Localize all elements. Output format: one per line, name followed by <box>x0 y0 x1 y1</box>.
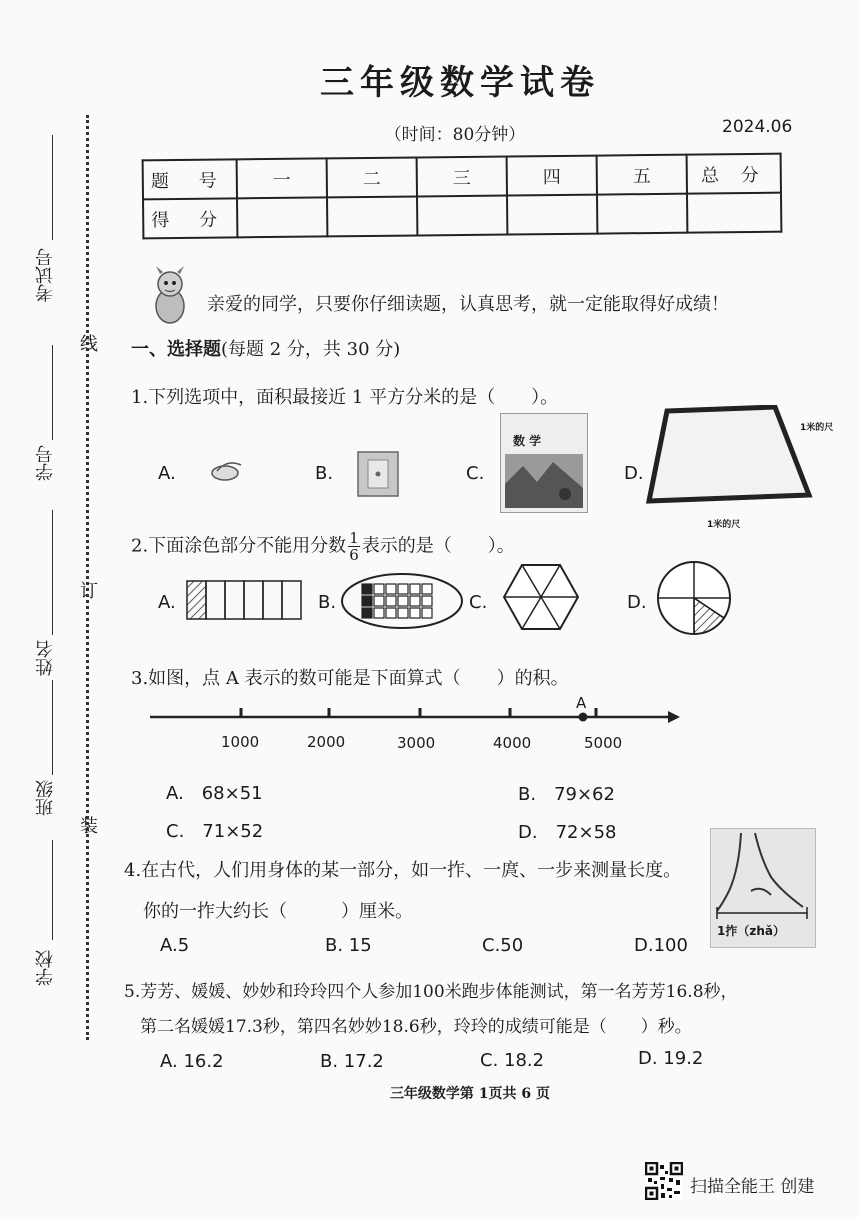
school-label: 学校 <box>35 950 56 986</box>
exam-number-field[interactable] <box>52 135 53 240</box>
q2-option-d[interactable]: D. <box>627 592 647 613</box>
ruler-label-bottom: 1米的尺 <box>707 520 741 530</box>
q1-option-c[interactable]: C. <box>466 463 485 484</box>
score-table <box>142 153 783 240</box>
q2-option-c[interactable]: C. <box>469 592 488 613</box>
strip-figure-icon <box>186 580 302 620</box>
point-a-marker <box>579 713 588 722</box>
coin-image-icon <box>205 455 247 485</box>
dragon-mascot-icon <box>148 266 192 326</box>
q4-option-c[interactable]: C.50 <box>482 935 524 956</box>
time-note: （时间：80分钟） <box>384 125 526 145</box>
q5-option-b[interactable]: B. 17.2 <box>320 1051 384 1072</box>
circle-figure-icon <box>656 560 732 636</box>
q5-option-a[interactable]: A. 16.2 <box>160 1051 224 1072</box>
textbook-cover-picture-icon <box>505 454 583 508</box>
tick-label: 5000 <box>584 734 623 752</box>
score-input-cell[interactable] <box>327 196 417 236</box>
school-field[interactable] <box>52 840 53 940</box>
q3-option-d[interactable]: D. 72×58 <box>518 822 617 843</box>
q4-option-d[interactable]: D.100 <box>634 935 688 956</box>
q5-option-d[interactable]: D. 19.2 <box>638 1048 704 1069</box>
question-2-text: 2.下面涂色部分不能用分数 $\frac{1}{6}$ 表示的是（ ）。 <box>131 529 515 564</box>
question-1-text: 1.下列选项中，面积最接近 1 平方分米的是（ ）。 <box>131 387 559 408</box>
fraction: $\frac{1}{6}$ <box>349 529 359 564</box>
name-field[interactable] <box>52 510 53 635</box>
q3-option-a[interactable]: A. 68×51 <box>166 783 263 804</box>
binding-word: 订 <box>80 581 98 602</box>
scanner-watermark: 扫描全能王 创建 <box>690 1177 815 1197</box>
score-cell: 得 分 <box>143 198 237 238</box>
question-5-line-2: 第二名媛媛17.3秒，第四名妙妙18.6秒，玲玲的成绩可能是（ ）秒。 <box>140 1017 692 1037</box>
square-meter-frame-image-icon <box>645 405 815 505</box>
name-label: 姓名 <box>35 640 56 676</box>
exam-date: 2024.06 <box>722 117 793 137</box>
section-1-title: 一、选择题(每题 2 分，共 30 分) <box>131 339 401 360</box>
ruler-label-right: 1米的尺 <box>800 423 834 433</box>
score-cell: 一 <box>237 158 327 198</box>
hand-span-icon <box>711 829 815 921</box>
q3-option-c[interactable]: C. 71×52 <box>166 821 264 842</box>
tick-label: 2000 <box>307 733 346 751</box>
switch-panel-image-icon <box>356 450 400 498</box>
q4-option-a[interactable]: A.5 <box>160 935 190 956</box>
score-table-header-row <box>143 154 781 200</box>
hand-span-label: 1拃（zhǎ） <box>717 924 785 938</box>
q1-option-d[interactable]: D. <box>624 463 644 484</box>
score-input-cell[interactable] <box>417 196 507 236</box>
question-3-text: 3.如图，点 A 表示的数可能是下面算式（ ）的积。 <box>131 668 569 689</box>
hexagon-figure-icon <box>503 563 579 631</box>
question-5-line-1: 5.芳芳、媛媛、妙妙和玲玲四个人参加100米跑步体能测试，第一名芳芳16.8秒， <box>124 982 738 1002</box>
question-4-line-1: 4.在古代，人们用身体的某一部分，如一拃、一庹、一步来测量长度。 <box>124 860 682 881</box>
student-id-label: 学号 <box>35 445 56 481</box>
greeting-text: 亲爱的同学，只要你仔细读题，认真思考，就一定能取得好成绩！ <box>207 294 729 315</box>
page-footer: 三年级数学第 1页共 6 页 <box>389 1086 551 1102</box>
math-textbook-image <box>500 413 588 513</box>
q2-option-b[interactable]: B. <box>318 592 337 613</box>
q4-option-b[interactable]: B. 15 <box>325 935 372 956</box>
score-cell: 五 <box>597 155 687 195</box>
number-line <box>148 700 682 734</box>
class-field[interactable] <box>52 680 53 775</box>
q5-option-c[interactable]: C. 18.2 <box>480 1050 545 1071</box>
q1-option-a[interactable]: A. <box>158 463 176 484</box>
student-id-field[interactable] <box>52 345 53 440</box>
textbook-title: 数 学 <box>513 434 542 448</box>
score-cell: 题 号 <box>143 159 237 199</box>
tick-label: 4000 <box>493 734 532 752</box>
q2-option-a[interactable]: A. <box>158 592 176 613</box>
class-label: 班级 <box>35 780 56 816</box>
binding-word: 装 <box>80 816 98 837</box>
exam-number-label: 考试号 <box>35 248 56 302</box>
score-table-score-row <box>143 193 781 239</box>
tick-label: 3000 <box>397 734 436 752</box>
q1-option-b[interactable]: B. <box>315 463 334 484</box>
binding-word: 线 <box>80 334 98 355</box>
q3-option-b[interactable]: B. 79×62 <box>518 784 615 805</box>
point-a-label: A <box>576 694 587 712</box>
score-input-cell[interactable] <box>237 197 327 237</box>
score-input-cell[interactable] <box>597 194 687 234</box>
score-input-cell[interactable] <box>507 195 597 235</box>
score-input-cell[interactable] <box>687 193 781 233</box>
score-cell: 二 <box>327 157 417 197</box>
tick-label: 1000 <box>221 733 260 751</box>
score-cell: 三 <box>417 157 507 197</box>
score-cell: 总 分 <box>687 154 781 194</box>
hand-span-image <box>710 828 816 948</box>
qr-code-icon <box>645 1162 683 1200</box>
score-cell: 四 <box>507 156 597 196</box>
question-4-line-2: 你的一拃大约长（ ）厘米。 <box>143 901 413 922</box>
exam-title: 三年级数学试卷 <box>320 63 600 103</box>
oval-grid-figure-icon <box>340 572 464 630</box>
